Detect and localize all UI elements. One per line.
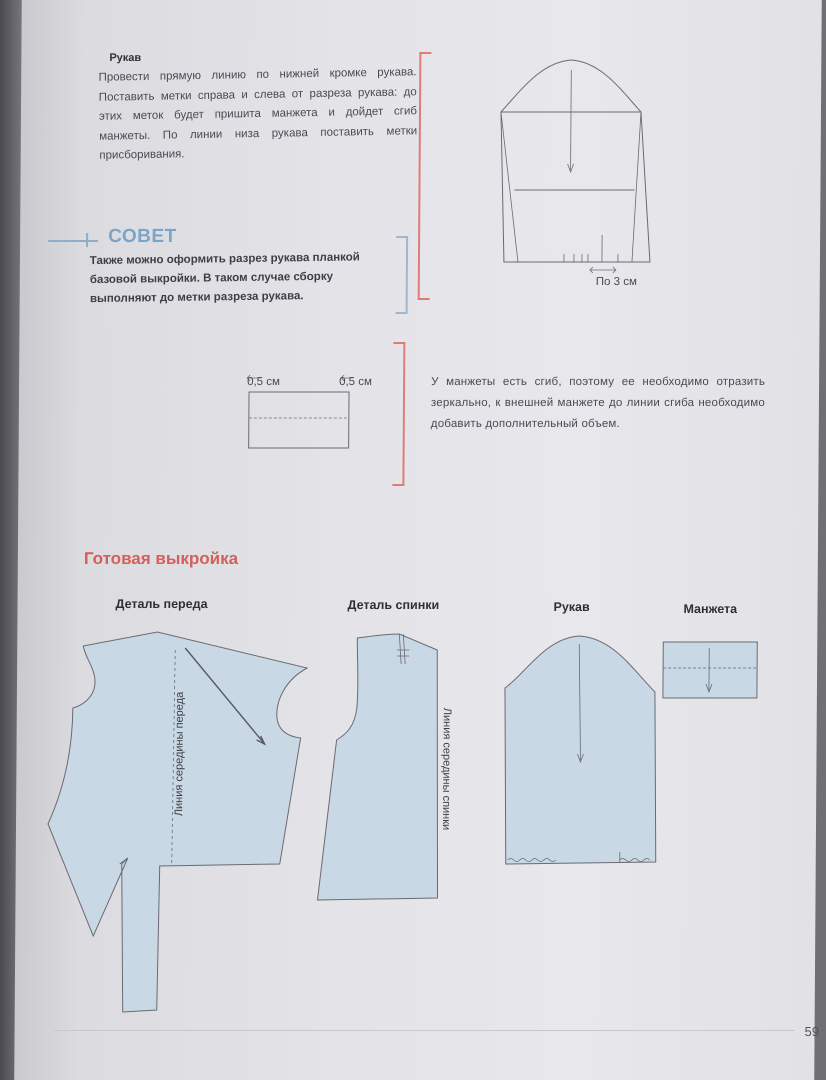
cuff-left-dimension: 0,5 см [247, 376, 280, 388]
back-center-line-label: Линия середины спинки [439, 707, 453, 831]
sleeve-instructions: Провести прямую линию по нижней кромке рукава. Поставить метки справа и слева от разреза рукава: до этих меток будет пришита манжета и дойдет сгиб манжеты. По линии низа рукава поставить метки присборивания. [98, 66, 418, 162]
book-page [14, 0, 822, 1080]
cuff-piece-label: Манжета [683, 602, 738, 616]
sleeve-heading: Рукав [109, 52, 142, 64]
tip-bracket [396, 236, 409, 314]
cuff-text-bracket [392, 342, 405, 486]
front-piece-label: Деталь переда [115, 597, 208, 611]
cuff-pattern-piece [661, 638, 761, 702]
finished-pattern-heading: Готовая выкройка [83, 549, 239, 568]
sleeve-piece-label: Рукав [553, 600, 590, 614]
back-piece-label: Деталь спинки [347, 598, 440, 612]
cuff-right-dimension: 0,5 см [339, 376, 372, 388]
sleeve-pattern-piece [484, 630, 668, 868]
front-center-line-label: Линия середины переда [173, 691, 186, 817]
tip-rule-tick [86, 233, 88, 247]
page-number: 59 [804, 1024, 820, 1039]
tip-body: Также можно оформить разрез рукава планкой базовой выкройки. В таком случае сборку выполняют до метки разреза рукава. [89, 251, 360, 306]
footer-rule [55, 1030, 795, 1031]
cuff-explanation: У манжеты есть сгиб, поэтому ее необходимо отразить зеркально, к внешней манжете до линии сгиба необходимо добавить дополнительный объем. [430, 376, 766, 430]
sleeve-diagram-bracket [418, 52, 432, 300]
sleeve-dimension-label: По 3 см [595, 276, 637, 288]
tip-rule [48, 240, 98, 242]
sleeve-construction-diagram [490, 50, 692, 300]
tip-heading: СОВЕТ [108, 226, 177, 247]
